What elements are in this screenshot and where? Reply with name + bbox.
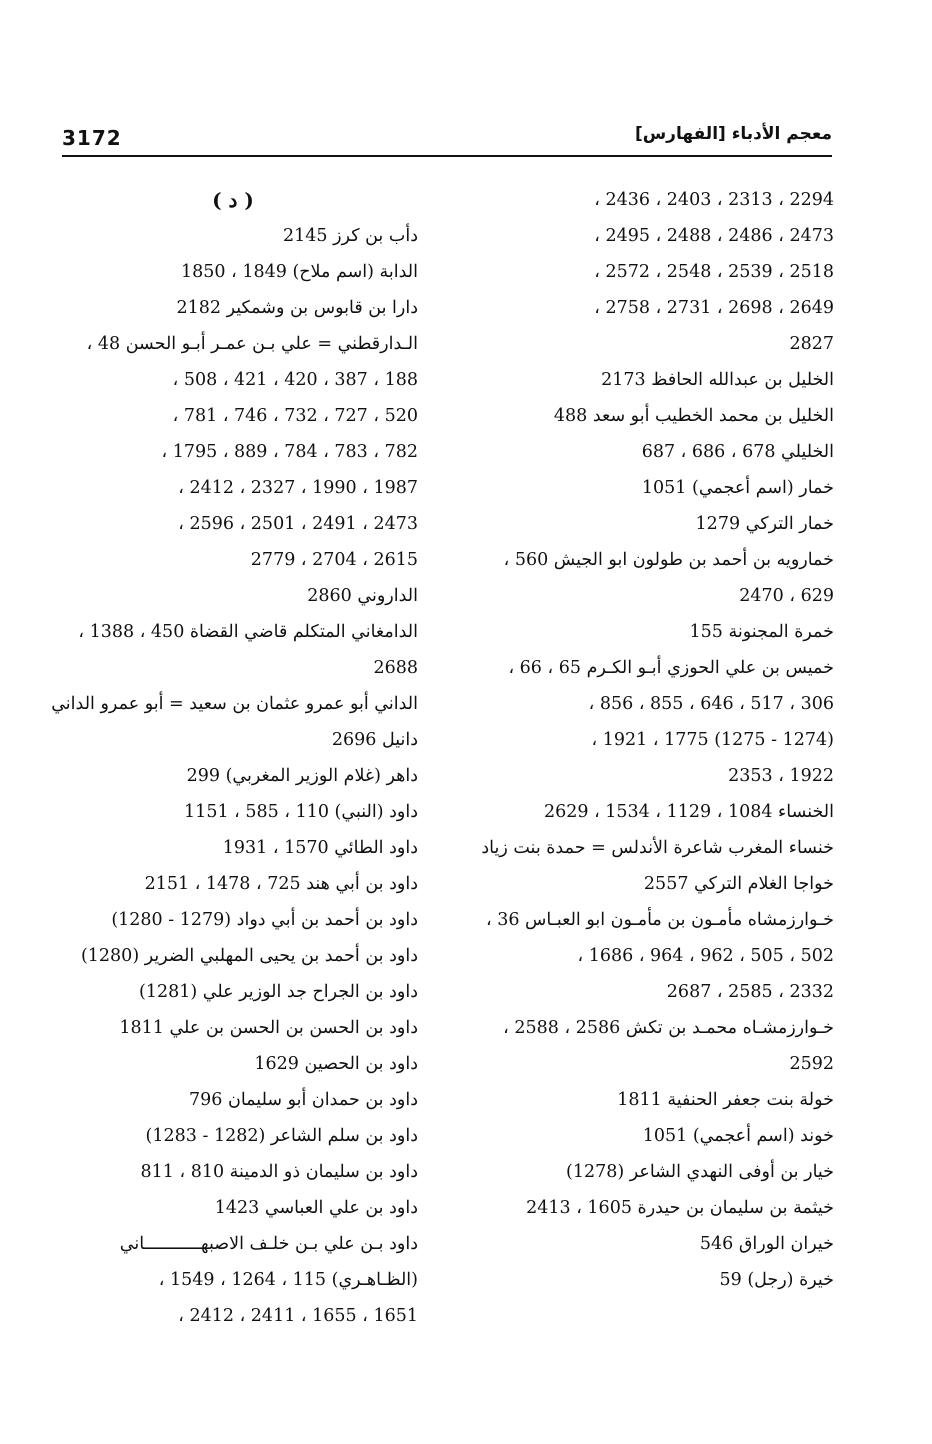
index-entry-line: الخليل بن عبدالله الحافظ 2173 xyxy=(601,370,834,390)
index-entry-line: دأب بن كرز 2145 xyxy=(283,226,418,246)
index-entry-line: 2518 ، 2539 ، 2548 ، 2572 ، xyxy=(594,262,834,282)
index-entry-line: داود بن أحمد بن يحيى المهلبي الضرير (1280) xyxy=(80,946,418,966)
index-column-right xyxy=(464,182,834,1298)
page-number: 3172 xyxy=(62,126,122,150)
index-entry-line: داود بن أحمد بن أبي دواد (1279 - 1280) xyxy=(111,910,418,930)
index-entry-line: خنساء المغرب شاعرة الأندلس = حمدة بنت زياد xyxy=(481,838,834,858)
index-entry-line: (1274 - 1275) 1775 ، 1921 ، xyxy=(591,730,834,750)
index-entry-line: 2592 xyxy=(789,1054,834,1074)
index-entry-line: (الظـاهـري) 115 ، 1264 ، 1549 ، xyxy=(158,1270,418,1290)
running-title: معجم الأدباء [الفهارس] xyxy=(634,124,832,144)
index-entry-line: داود بن الجراح جد الوزير علي (1281) xyxy=(138,982,418,1002)
index-column-left xyxy=(48,182,418,1334)
index-entry-line: خوند (اسم أعجمي) 1051 xyxy=(642,1126,834,1146)
index-entry-line: دانيل 2696 xyxy=(331,730,418,750)
index-entry-line: خيران الوراق 546 xyxy=(699,1234,834,1254)
index-entry-line: 2294 ، 2313 ، 2403 ، 2436 ، xyxy=(594,190,834,210)
index-entry-line: خمارويه بن أحمد بن طولون ابو الجيش 560 ، xyxy=(503,550,834,570)
index-entry-line: 2332 ، 2585 ، 2687 xyxy=(666,982,834,1002)
index-entry-line: 629 ، 2470 xyxy=(739,586,834,606)
index-entry-line: الخنساء 1084 ، 1129 ، 1534 ، 2629 xyxy=(543,802,834,822)
index-entry-line: داود بن سليمان ذو الدمينة 810 ، 811 xyxy=(140,1162,418,1182)
index-entry-line: 306 ، 517 ، 646 ، 855 ، 856 ، xyxy=(588,694,834,714)
index-entry-line: داود بـن علي بـن خلـف الاصبهـــــــــــاني xyxy=(119,1234,418,1254)
index-entry-line: داود (النبي) 110 ، 585 ، 1151 xyxy=(184,802,418,822)
index-entry-line: الداروني 2860 xyxy=(307,586,418,606)
index-entry-line: خـوارزمشـاه محمـد بن تكش 2586 ، 2588 ، xyxy=(503,1018,834,1038)
index-entry-line: 502 ، 505 ، 962 ، 964 ، 1686 ، xyxy=(577,946,834,966)
page-header xyxy=(0,0,932,170)
index-entry-line: خيار بن أوفى النهدي الشاعر (1278) xyxy=(565,1162,834,1182)
index-entry-line: خميس بن علي الحوزي أبـو الكـرم 65 ، 66 ، xyxy=(508,658,834,678)
index-entry-line: دارا بن قابوس بن وشمكير 2182 xyxy=(176,298,418,318)
index-entry-line: 2473 ، 2486 ، 2488 ، 2495 ، xyxy=(594,226,834,246)
index-entry-line: داهر (غلام الوزير المغربي) 299 xyxy=(186,766,418,786)
index-entry-line: الدابة (اسم ملاح) 1849 ، 1850 xyxy=(181,262,418,282)
index-entry-line: داود بن علي العباسي 1423 xyxy=(214,1198,418,1218)
index-entry-line: 2649 ، 2698 ، 2731 ، 2758 ، xyxy=(594,298,834,318)
index-entry-line: داود بن حمدان أبو سليمان 796 xyxy=(189,1090,418,1110)
index-entry-line: خولة بنت جعفر الحنفية 1811 xyxy=(617,1090,834,1110)
index-entry-line: الخليلي 678 ، 686 ، 687 xyxy=(641,442,834,462)
index-entry-line: داود بن الحصين 1629 xyxy=(254,1054,418,1074)
index-entry-line: الـدارقطني = علي بـن عمـر أبـو الحسن 48 ، xyxy=(86,334,418,354)
index-entry-line: 188 ، 387 ، 420 ، 421 ، 508 ، xyxy=(172,370,418,390)
header-rule xyxy=(62,155,832,157)
index-entry-line: 2473 ، 2491 ، 2501 ، 2596 ، xyxy=(178,514,418,534)
section-letter: ( د ) xyxy=(212,188,254,212)
index-entry-line: خمار التركي 1279 xyxy=(695,514,834,534)
index-entry-line: الدامغاني المتكلم قاضي القضاة 450 ، 1388 ، xyxy=(78,622,418,642)
index-entry-line: 2615 ، 2704 ، 2779 xyxy=(250,550,418,570)
index-entry-line: خيرة (رجل) 59 xyxy=(719,1270,834,1290)
index-entry-line: خمار (اسم أعجمي) 1051 xyxy=(641,478,834,498)
index-entry-line: 782 ، 783 ، 784 ، 889 ، 1795 ، xyxy=(161,442,418,462)
index-entry-line: 520 ، 727 ، 732 ، 746 ، 781 ، xyxy=(172,406,418,426)
index-entry-line: خـوارزمشاه مأمـون بن مأمـون ابو العبـاس 36 ، xyxy=(485,910,834,930)
index-entry-line: 1651 ، 1655 ، 2411 ، 2412 ، xyxy=(178,1306,418,1326)
index-entry-line: داود بن أبي هند 725 ، 1478 ، 2151 xyxy=(144,874,418,894)
index-entry-line: خيثمة بن سليمان بن حيدرة 1605 ، 2413 xyxy=(526,1198,834,1218)
index-entry-line: داود بن الحسن بن الحسن بن علي 1811 xyxy=(119,1018,418,1038)
index-entry-line: داود الطائي 1570 ، 1931 xyxy=(222,838,418,858)
index-entry-line: خواجا الغلام التركي 2557 xyxy=(643,874,834,894)
index-entry-line: 2688 xyxy=(373,658,418,678)
index-entry-line: خمرة المجنونة 155 xyxy=(689,622,834,642)
index-entry-line: داود بن سلم الشاعر (1282 - 1283) xyxy=(145,1126,418,1146)
index-entry-line: الخليل بن محمد الخطيب أبو سعد 488 xyxy=(553,406,834,426)
index-entry-line: 1987 ، 1990 ، 2327 ، 2412 ، xyxy=(178,478,418,498)
index-entry-line: 2827 xyxy=(789,334,834,354)
index-entry-line: الداني أبو عمرو عثمان بن سعيد = أبو عمرو الداني xyxy=(51,694,418,714)
index-entry-line: 1922 ، 2353 xyxy=(728,766,834,786)
